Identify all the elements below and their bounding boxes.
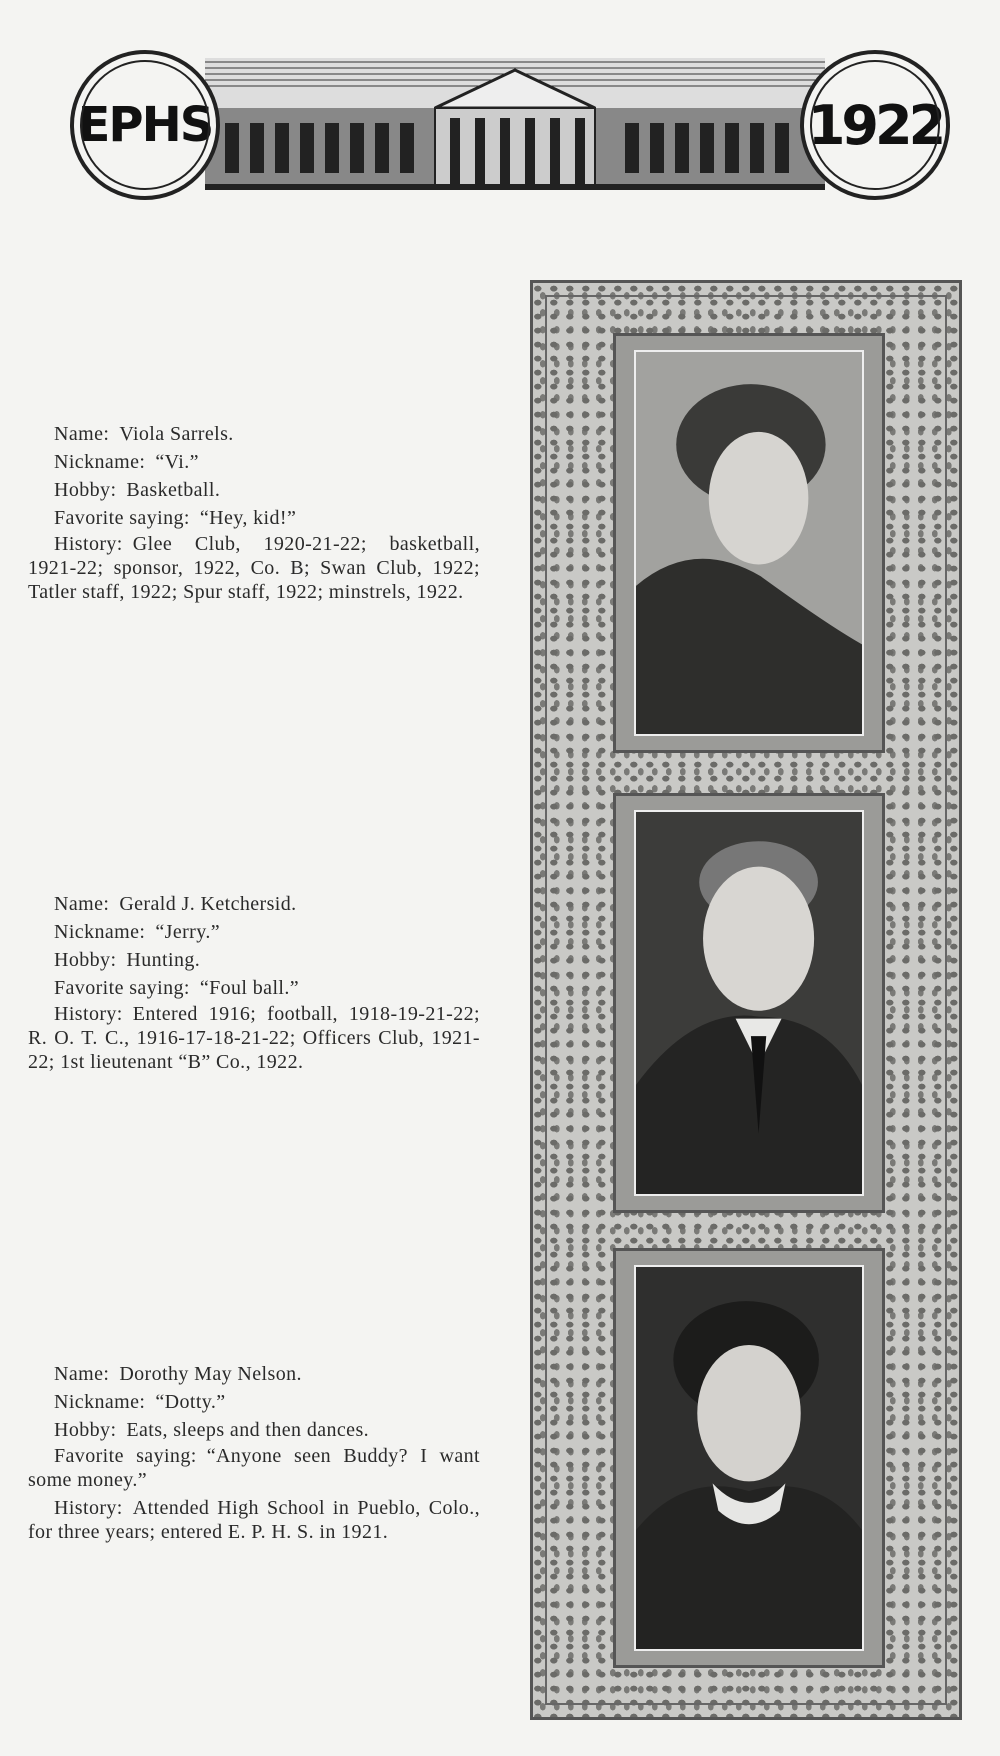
portrait-photo	[634, 810, 864, 1196]
student-hobby: Hunting.	[126, 949, 201, 971]
student-name: Viola Sarrels.	[119, 423, 234, 445]
header-banner	[70, 42, 960, 202]
photo-panel	[530, 280, 962, 1720]
student-entry	[28, 1360, 480, 1544]
portrait-frame	[613, 333, 885, 753]
nickname-label: Nickname:	[54, 921, 146, 943]
name-label: Name:	[54, 1363, 110, 1385]
student-entry	[28, 420, 480, 604]
name-label: Name:	[54, 893, 110, 915]
student-history: Glee Club, 1920-21-22; basketball, 1921-22; sponsor, 1922, Co. B; Swan Club, 1922; Tatler staff, 1922; Spur staff, 1922; minstrels, 1922.	[28, 533, 480, 603]
name-label: Name:	[54, 423, 110, 445]
eph-seal: EPHS	[70, 50, 220, 200]
student-name: Gerald J. Ketchersid.	[119, 893, 297, 915]
student-hobby: Basketball.	[126, 479, 221, 501]
hobby-label: Hobby:	[54, 1419, 117, 1441]
portrait-photo	[634, 350, 864, 736]
student-nickname: “Vi.”	[155, 451, 199, 473]
student-name: Dorothy May Nelson.	[119, 1363, 302, 1385]
school-building-illustration	[205, 48, 825, 198]
hobby-label: Hobby:	[54, 949, 117, 971]
student-saying: “Anyone seen Buddy? I want some money.”	[28, 1445, 481, 1491]
student-saying: “Hey, kid!”	[199, 507, 297, 529]
portrait-frame	[613, 1248, 885, 1668]
student-saying: “Foul ball.”	[199, 977, 300, 999]
history-label: History:	[54, 1003, 123, 1025]
student-history: Entered 1916; football, 1918-19-21-22; R. O. T. C., 1916-17-18-21-22; Officers Club, 1921-22; 1st lieutenant “B” Co., 1922.	[28, 1003, 480, 1073]
student-nickname: “Dotty.”	[155, 1391, 226, 1413]
history-label: History:	[54, 1497, 123, 1519]
saying-label: Favorite saying:	[54, 1445, 197, 1467]
student-entry	[28, 890, 480, 1074]
nickname-label: Nickname:	[54, 1391, 146, 1413]
student-nickname: “Jerry.”	[155, 921, 220, 943]
year-seal: 1922	[800, 50, 950, 200]
saying-label: Favorite saying:	[54, 977, 190, 999]
student-history: Attended High School in Pueblo, Colo., for three years; entered E. P. H. S. in 1921.	[28, 1497, 480, 1543]
saying-label: Favorite saying:	[54, 507, 190, 529]
hobby-label: Hobby:	[54, 479, 117, 501]
history-label: History:	[54, 533, 123, 555]
portrait-frame	[613, 793, 885, 1213]
portrait-photo	[634, 1265, 864, 1651]
nickname-label: Nickname:	[54, 451, 146, 473]
student-hobby: Eats, sleeps and then dances.	[126, 1419, 370, 1441]
